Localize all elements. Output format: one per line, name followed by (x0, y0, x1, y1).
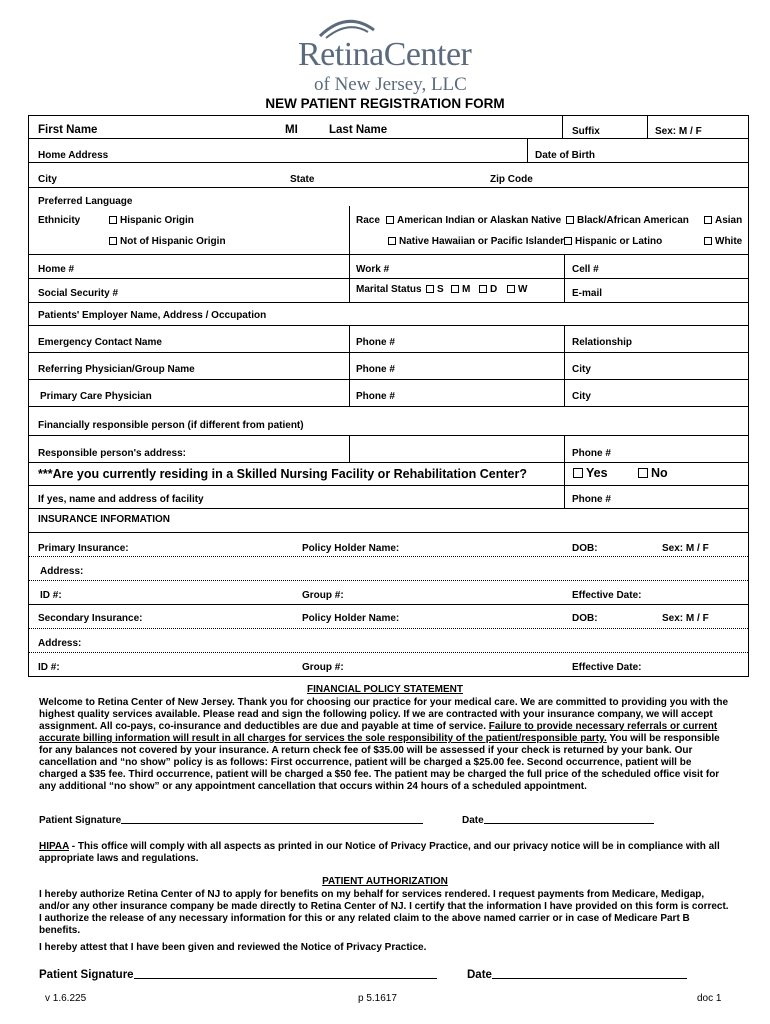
race-american-indian-option[interactable]: American Indian or Alaskan Native (386, 215, 561, 226)
checkbox-icon[interactable] (638, 468, 648, 478)
insurance-heading-row (29, 509, 748, 533)
primary-dob-label: DOB: (572, 543, 598, 554)
primary-care-row (29, 380, 748, 407)
ethnicity-label: Ethnicity (38, 215, 81, 226)
registration-form (28, 115, 749, 677)
primary-care-label: Primary Care Physician (40, 391, 152, 402)
checkbox-icon[interactable] (386, 216, 394, 224)
emergency-contact-label: Emergency Contact Name (38, 337, 162, 348)
state-label: State (290, 174, 315, 185)
checkbox-icon[interactable] (704, 237, 712, 245)
mi-label: MI (285, 124, 298, 136)
facility-phone-label: Phone # (572, 494, 611, 505)
emergency-row (29, 326, 748, 353)
primary-id-row (29, 581, 748, 605)
marital-d-option[interactable]: D (479, 284, 497, 295)
marital-s-option[interactable]: S (426, 284, 444, 295)
responsible-address-row (29, 436, 748, 463)
referring-phone-label: Phone # (356, 364, 395, 375)
hipaa-statement: HIPAA - This office will comply with all aspects as printed in our Notice of Privacy Practice, and our privacy notice will be in compliance with all appropriate laws and regulations. (39, 841, 720, 864)
checkbox-icon[interactable] (109, 216, 117, 224)
footer-version: v 1.6.225 (45, 993, 87, 1004)
secondary-dob-label: DOB: (572, 613, 598, 624)
responsible-phone-label: Phone # (572, 448, 611, 459)
secondary-address-row (29, 629, 748, 653)
demographics-row (29, 188, 748, 255)
primary-insurance-row (29, 533, 748, 557)
patient-authorization-heading: PATIENT AUTHORIZATION (322, 876, 448, 887)
financial-policy-text: Welcome to Retina Center of New Jersey. Thank you for choosing our practice for your medical care. We are committed to providing you with the highest quality services available. Please read and sign the following policy. If we are contracted with your insurance company, we will accept assignment. All co-pays, co-insurance and deductibles are due and payable at time of service. Failure to provide necessary referrals or current accurate billing information will result in all charges for services the sole responsibility of the patient/responsible party. You will be responsible for any balances not covered by your insurance. A return check fee of $35.00 will be assessed if your check is returned by your bank. Our cancellation and “no show” policy is as follows: First occurrence, patient will be charged a $25.00 fee. Second occurrence, patient will be charged a $35 fee. Third occurrence, patient will be charged a $50 fee. The patient may be charged the full price of the scheduled office visit for any additional “no show” or any appointment cancellation that occurs within 24 hours of a scheduled appointment. (39, 697, 729, 792)
secondary-group-label: Group #: (302, 662, 344, 673)
city-label: City (38, 174, 57, 185)
race-hawaiian-option[interactable]: Native Hawaiian or Pacific Islander (388, 236, 564, 247)
race-label: Race (356, 215, 380, 226)
sex-label: Sex: M / F (655, 126, 702, 137)
footer-doc: doc 1 (697, 993, 722, 1004)
hispanic-option[interactable]: Hispanic Origin (109, 215, 194, 226)
home-address-label: Home Address (38, 150, 109, 161)
not-hispanic-option[interactable]: Not of Hispanic Origin (109, 236, 226, 247)
city-row (29, 163, 748, 188)
address-row (29, 139, 748, 163)
race-hispanic-latino-option[interactable]: Hispanic or Latino (564, 236, 662, 247)
financial-policy-heading: FINANCIAL POLICY STATEMENT (307, 684, 463, 695)
checkbox-icon[interactable] (388, 237, 396, 245)
primary-insurance-label: Primary Insurance: (38, 543, 129, 554)
primary-care-phone-label: Phone # (356, 391, 395, 402)
secondary-policy-holder-label: Policy Holder Name: (302, 613, 400, 624)
marital-status-label: Marital Status (356, 284, 422, 295)
primary-address-label: Address: (40, 566, 84, 577)
snf-question-row (29, 463, 748, 486)
primary-id-label: ID #: (40, 590, 62, 601)
footer-page: p 5.1617 (358, 993, 397, 1004)
policy-patient-signature-field[interactable]: Patient Signature (39, 815, 423, 826)
checkbox-icon[interactable] (573, 468, 583, 478)
primary-sex-label: Sex: M / F (662, 543, 709, 554)
preferred-language-label: Preferred Language (38, 196, 133, 207)
checkbox-icon[interactable] (564, 237, 572, 245)
employer-row (29, 303, 748, 326)
patient-authorization-text: I hereby authorize Retina Center of NJ to apply for benefits on my behalf for services rendered. I request payments from Medicare, Medigap, and/or any other insurance company be made directly to Retina Center of NJ. I certify that the information I have provided on this form is correct. I authorize the release of any necessary information for this or any related claim to the above named carrier or in case of Medicare Part B benefits. (39, 889, 729, 936)
suffix-label: Suffix (572, 126, 600, 137)
snf-question: ***Are you currently residing in a Skilled Nursing Facility or Rehabilitation Center? (38, 467, 527, 481)
ssn-row (29, 279, 748, 303)
secondary-insurance-label: Secondary Insurance: (38, 613, 143, 624)
primary-address-row (29, 557, 748, 581)
employer-label: Patients' Employer Name, Address / Occupation (38, 310, 267, 321)
race-black-option[interactable]: Black/African American (566, 215, 689, 226)
work-phone-label: Work # (356, 264, 390, 275)
home-phone-label: Home # (38, 264, 75, 275)
facility-row (29, 486, 748, 509)
referring-physician-label: Referring Physician/Group Name (38, 364, 195, 375)
final-patient-signature-field[interactable]: Patient Signature (39, 969, 437, 981)
secondary-effective-date-label: Effective Date: (572, 662, 642, 673)
marital-w-option[interactable]: W (507, 284, 527, 295)
emergency-phone-label: Phone # (356, 337, 395, 348)
insurance-info-heading: INSURANCE INFORMATION (38, 514, 171, 525)
secondary-address-label: Address: (38, 638, 82, 649)
privacy-attestation: I hereby attest that I have been given and reviewed the Notice of Privacy Practice. (39, 942, 427, 953)
financially-responsible-row (29, 407, 748, 436)
checkbox-icon[interactable] (426, 285, 434, 293)
phones-row (29, 255, 748, 279)
referring-row (29, 353, 748, 380)
zip-label: Zip Code (490, 174, 533, 185)
checkbox-icon[interactable] (566, 216, 574, 224)
secondary-sex-label: Sex: M / F (662, 613, 709, 624)
responsible-address-label: Responsible person's address: (38, 448, 186, 459)
name-row (29, 116, 748, 139)
race-white-option[interactable]: White (704, 236, 742, 247)
checkbox-icon[interactable] (109, 237, 117, 245)
checkbox-icon[interactable] (451, 285, 459, 293)
checkbox-icon[interactable] (704, 216, 712, 224)
marital-m-option[interactable]: M (451, 284, 470, 295)
primary-care-city-label: City (572, 391, 591, 402)
ssn-label: Social Security # (38, 288, 119, 299)
dob-label: Date of Birth (535, 150, 595, 161)
secondary-id-row (29, 653, 748, 677)
form-title: NEW PATIENT REGISTRATION FORM (265, 96, 505, 111)
logo-subtitle: of New Jersey, LLC (314, 74, 467, 95)
snf-yes-option[interactable]: Yes (573, 466, 608, 480)
primary-group-label: Group #: (302, 590, 344, 601)
snf-no-option[interactable]: No (638, 466, 668, 480)
referring-city-label: City (572, 364, 591, 375)
relationship-label: Relationship (572, 337, 633, 348)
primary-effective-date-label: Effective Date: (572, 590, 642, 601)
facility-label: If yes, name and address of facility (38, 494, 204, 505)
final-date-field[interactable]: Date (467, 969, 687, 981)
email-label: E-mail (572, 288, 603, 299)
checkbox-icon[interactable] (507, 285, 515, 293)
race-asian-option[interactable]: Asian (704, 215, 742, 226)
checkbox-icon[interactable] (479, 285, 487, 293)
retina-center-logo (292, 14, 482, 95)
secondary-insurance-row (29, 605, 748, 629)
cell-phone-label: Cell # (572, 264, 599, 275)
policy-date-field[interactable]: Date (462, 815, 654, 826)
secondary-id-label: ID #: (38, 662, 60, 673)
primary-policy-holder-label: Policy Holder Name: (302, 543, 400, 554)
logo-name: RetinaCenter (298, 36, 472, 73)
first-name-label: First Name (38, 124, 98, 136)
last-name-label: Last Name (329, 124, 388, 136)
financially-responsible-label: Financially responsible person (if different from patient) (38, 420, 304, 431)
